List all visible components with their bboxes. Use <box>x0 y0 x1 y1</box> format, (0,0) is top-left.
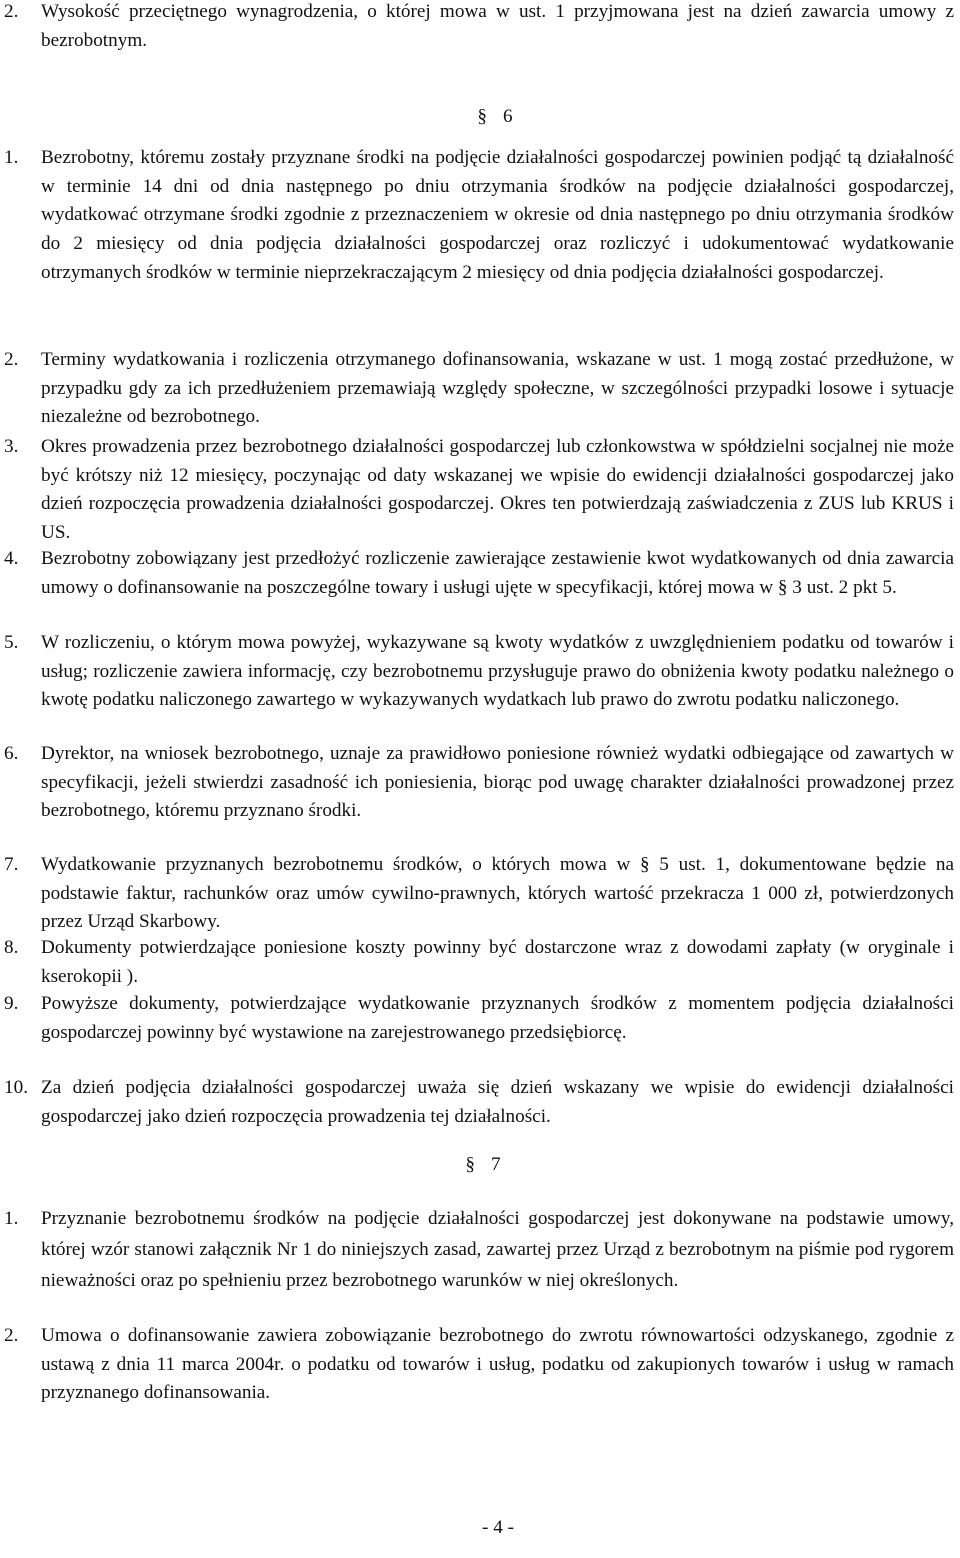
section-number: 7 <box>491 1154 501 1175</box>
item-text: Bezrobotny zobowiązany jest przedłożyć rozliczenie zawierające zestawienie kwot wydatkowanych od dnia zawarcia umowy o dofinansowanie na poszczególne towary i usługi ujęte w specyfikacji, której mowa w § 3 ust. 2 pkt 5. <box>41 548 954 598</box>
item-text: Dyrektor, na wniosek bezrobotnego, uznaje za prawidłowo poniesione również wydatki odbiegające od zawartych w specyfikacji, jeżeli stwierdzi zasadność ich poniesienia, biorąc pod uwagę charakter działalności prowadzonej przez bezrobotnego, któremu przyznano środki. <box>41 743 954 822</box>
item-number: 9. <box>4 993 19 1014</box>
item-text: Umowa o dofinansowanie zawiera zobowiązanie bezrobotnego do zwrotu równowartości odzyskanego, zgodnie z ustawą z dnia 11 marca 2004r. o podatku od towarów i usług, podatku od zakupionych towarów i usług w ramach przyznanego dofinansowania. <box>41 1325 954 1404</box>
item-number: 5. <box>4 632 19 653</box>
item-text: Powyższe dokumenty, potwierdzające wydatkowanie przyznanych środków z momentem podjęcia działalności gospodarczej powinny być wystawione na zarejestrowanego przedsiębiorcę. <box>41 993 954 1043</box>
paragraph-item <box>0 545 960 602</box>
item-number: 7. <box>4 854 19 875</box>
item-number: 6. <box>4 743 19 764</box>
item-number: 10. <box>4 1077 28 1098</box>
item-text: Wydatkowanie przyznanych bezrobotnemu środków, o których mowa w § 5 ust. 1, dokumentowane będzie na podstawie faktur, rachunków oraz umów cywilno-prawnych, których wartość przekracza 1 000 zł, potwierdzonych przez Urząd Skarbowy. <box>41 854 954 933</box>
paragraph-item <box>0 1074 960 1131</box>
page-number: - 4 - <box>482 1517 514 1538</box>
item-number: 1. <box>4 1208 19 1229</box>
item-number: 3. <box>4 436 19 457</box>
paragraph-item <box>0 144 960 288</box>
paragraph-item <box>0 1203 960 1296</box>
section-heading-6 <box>0 103 960 132</box>
item-text: Dokumenty potwierdzające poniesione koszty powinny być dostarczone wraz z dowodami zapłaty (w oryginale i kserokopii ). <box>41 937 954 987</box>
item-text: Wysokość przeciętnego wynagrodzenia, o której mowa w ust. 1 przyjmowana jest na dzień zawarcia umowy z bezrobotnym. <box>41 1 954 51</box>
paragraph-sign: § <box>477 106 487 127</box>
item-number: 2. <box>4 1 19 22</box>
paragraph-item <box>0 629 960 715</box>
section-heading-7 <box>0 1151 960 1180</box>
item-text: W rozliczeniu, o którym mowa powyżej, wykazywane są kwoty wydatków z uwzględnieniem podatku od towarów i usług; rozliczenie zawiera informację, czy bezrobotnemu przysługuje prawo do obniżenia kwoty podatku należnego o kwotę podatku naliczonego zawartego w wykazywanych wydatkach lub prawo do zwrotu podatku naliczonego. <box>41 632 954 711</box>
item-text: Bezrobotny, któremu zostały przyznane środki na podjęcie działalności gospodarczej powinien podjąć tą działalność w terminie 14 dni od dnia następnego po dniu otrzymania środków na podjęcie działalności gospodarczej, wydatkować otrzymane środki zgodnie z przeznaczeniem w okresie od dnia następnego po dniu otrzymania środków do 2 miesięcy od dnia podjęcia działalności gospodarczej oraz rozliczyć i udokumentować wydatkowanie otrzymanych środków w terminie nieprzekraczającym 2 miesięcy od dnia podjęcia działalności gospodarczej. <box>41 147 954 283</box>
item-number: 2. <box>4 1325 19 1346</box>
paragraph-item <box>0 0 960 55</box>
item-text: Terminy wydatkowania i rozliczenia otrzymanego dofinansowania, wskazane w ust. 1 mogą zostać przedłużone, w przypadku gdy za ich przedłużeniem przemawiają względy społeczne, w szczególności przypadki losowe i sytuacje niezależne od bezrobotnego. <box>41 349 954 428</box>
item-number: 4. <box>4 548 19 569</box>
item-number: 1. <box>4 147 19 168</box>
item-text: Za dzień podjęcia działalności gospodarczej uważa się dzień wskazany we wpisie do ewidencji działalności gospodarczej jako dzień rozpoczęcia prowadzenia tej działalności. <box>41 1077 954 1127</box>
paragraph-item <box>0 1322 960 1408</box>
paragraph-item <box>0 346 960 432</box>
paragraph-item <box>0 740 960 826</box>
paragraph-item <box>0 433 960 548</box>
item-text: Okres prowadzenia przez bezrobotnego działalności gospodarczej lub członkowstwa w spółdzielni socjalnej nie może być krótszy niż 12 miesięcy, poczynając od daty wskazanej we wpisie do ewidencji działalności gospodarczej jako dzień rozpoczęcia prowadzenia działalności gospodarczej. Okres ten potwierdzają zaświadczenia z ZUS lub KRUS i US. <box>41 436 954 544</box>
item-text: Przyznanie bezrobotnemu środków na podjęcie działalności gospodarczej jest dokonywane na podstawie umowy, której wzór stanowi załącznik Nr 1 do niniejszych zasad, zawartej przez Urząd z bezrobotnym na piśmie pod rygorem nieważności oraz po spełnieniu przez bezrobotnego warunków w niej określonych. <box>41 1208 954 1291</box>
paragraph-sign: § <box>465 1154 475 1175</box>
item-number: 2. <box>4 349 19 370</box>
section-number: 6 <box>503 106 513 127</box>
paragraph-item <box>0 934 960 991</box>
paragraph-item <box>0 851 960 937</box>
item-number: 8. <box>4 937 19 958</box>
paragraph-item <box>0 990 960 1047</box>
